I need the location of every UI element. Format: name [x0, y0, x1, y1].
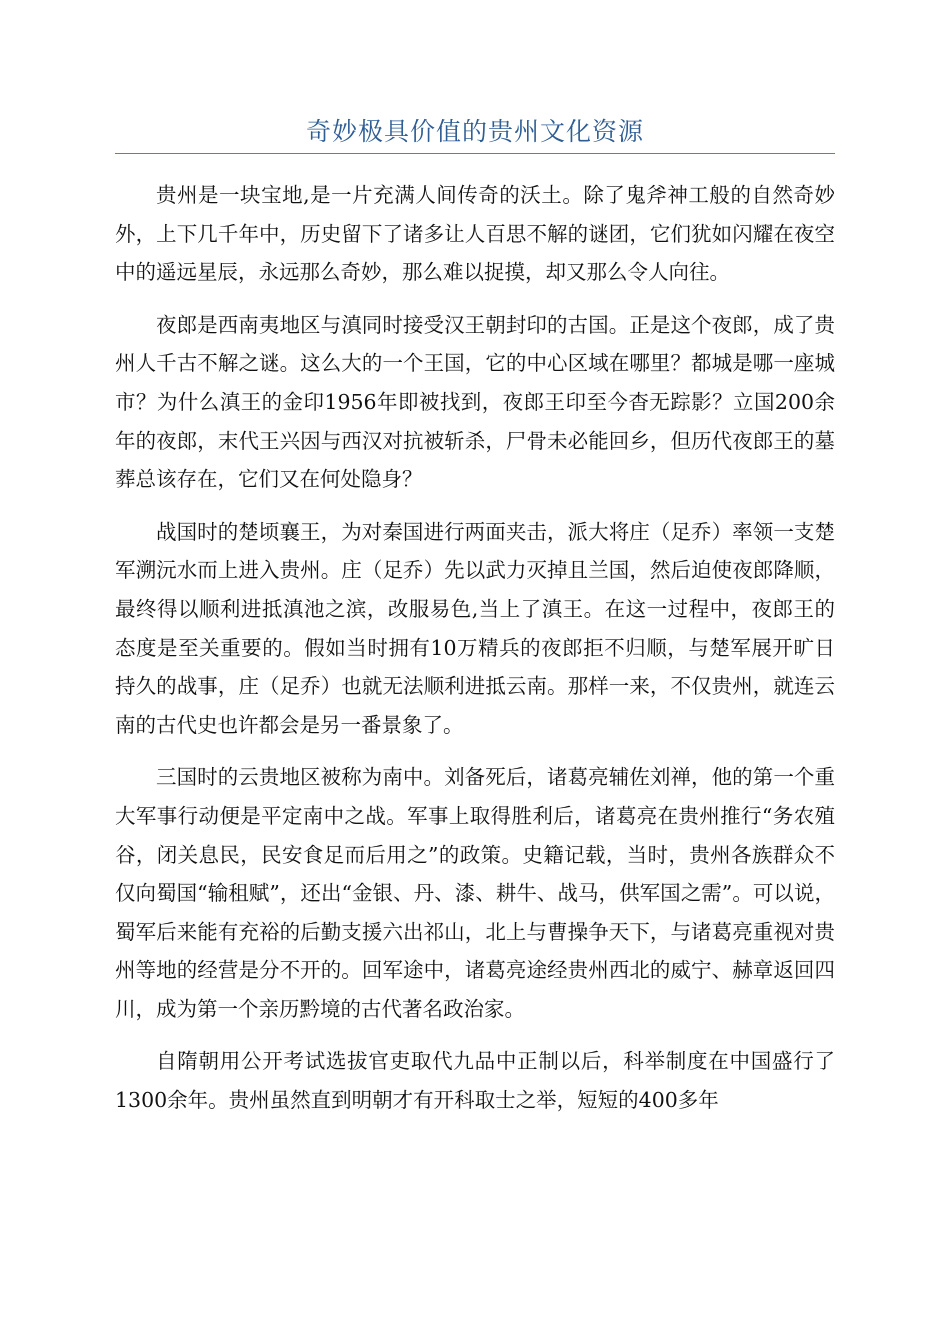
paragraph: 自隋朝用公开考试选拔官吏取代九品中正制以后，科举制度在中国盛行了1300余年。贵州虽然直到明朝才有开科取士之举，短短的400多年 [115, 1049, 835, 1113]
paragraph: 贵州是一块宝地,是一片充满人间传奇的沃土。除了鬼斧神工般的自然奇妙外，上下几千年中，历史留下了诸多让人百思不解的谜团，它们犹如闪耀在夜空中的遥远星辰，永远那么奇妙，那么难以捉摸，却又那么令人向往。 [115, 183, 835, 285]
paragraph: 夜郎是西南夷地区与滇同时接受汉王朝封印的古国。正是这个夜郎，成了贵州人千古不解之谜。这么大的一个王国，它的中心区域在哪里？都城是哪一座城市？为什么滇王的金印1956年即被找到，夜郎王印至今杳无踪影？立国200余年的夜郎，末代王兴因与西汉对抗被斩杀，尸骨未必能回乡，但历代夜郎王的墓葬总该存在，它们又在何处隐身？ [115, 312, 835, 492]
paragraph: 战国时的楚顷襄王，为对秦国进行两面夹击，派大将庄（足乔）率领一支楚军溯沅水而上进入贵州。庄（足乔）先以武力灭掉且兰国，然后迫使夜郎降顺，最终得以顺利进抵滇池之滨，改服易色,当上了滇王。在这一过程中，夜郎王的态度是至关重要的。假如当时拥有10万精兵的夜郎拒不归顺，与楚军展开旷日持久的战事，庄（足乔）也就无法顺利进抵云南。那样一来，不仅贵州，就连云南的古代史也许都会是另一番景象了。 [115, 519, 835, 737]
document-body [115, 176, 835, 1134]
title-underline [115, 153, 835, 154]
paragraph: 三国时的云贵地区被称为南中。刘备死后，诸葛亮辅佐刘禅，他的第一个重大军事行动便是平定南中之战。军事上取得胜利后，诸葛亮在贵州推行“务农殖谷，闭关息民，民安食足而后用之”的政策。史籍记载，当时，贵州各族群众不仅向蜀国“输租赋”，还出“金银、丹、漆、耕牛、战马，供军国之需”。可以说，蜀军后来能有充裕的后勤支援六出祁山，北上与曹操争天下，与诸葛亮重视对贵州等地的经营是分不开的。回军途中，诸葛亮途经贵州西北的威宁、赫章返回四川，成为第一个亲历黔境的古代著名政治家。 [115, 765, 835, 1021]
document-title: 奇妙极具价值的贵州文化资源 [305, 117, 644, 146]
